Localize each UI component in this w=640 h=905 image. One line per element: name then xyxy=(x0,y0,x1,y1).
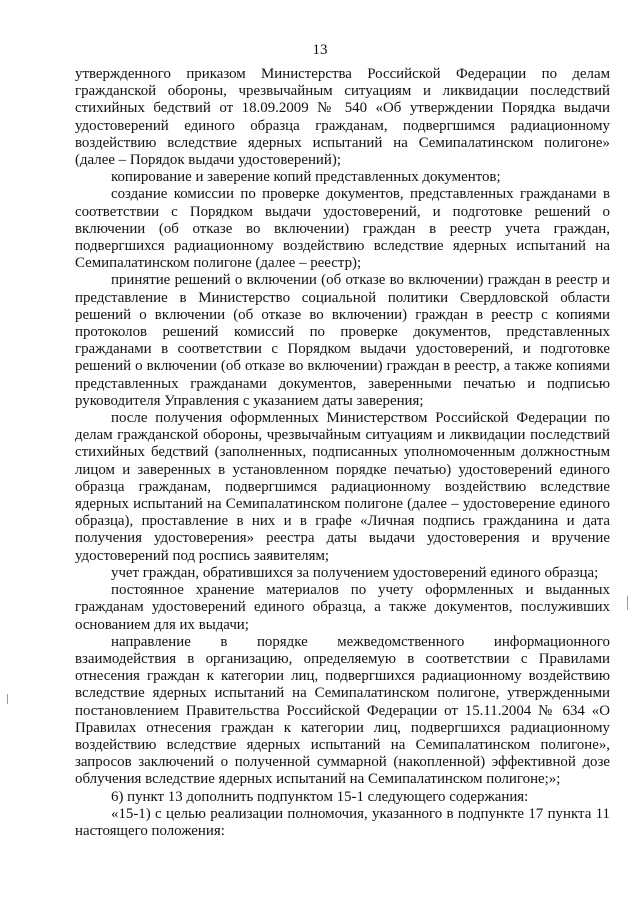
document-body xyxy=(75,66,610,840)
page-number: 13 xyxy=(312,42,328,58)
paragraph: утвержденного приказом Министерства Российской Федерации по делам гражданской обороны, чрезвычайным ситуациям и ликвидации последствий стихийных бедствий от 18.09.2009 № 540 «Об утверждении Порядка выдачи удостоверений единого образца гражданам, подвергшимся радиационному воздействию вследствие ядерных испытаний на Семипалатинском полигоне» (далее – Порядок выдачи удостоверений); xyxy=(75,66,610,169)
paragraph: учет граждан, обратившихся за получением удостоверений единого образца; xyxy=(111,564,599,581)
paragraph: создание комиссии по проверке документов, представленных гражданами в соответствии с Порядком выдачи удостоверений, и подготовке решений о включении (об отказе во включении) граждан в реестр учета граждан, подвергшихся радиационному воздействию вследствие ядерных испытаний на Семипалатинском полигоне (далее – реестр); xyxy=(75,186,610,272)
paragraph: «15-1) с целью реализации полномочия, указанного в подпункте 17 пункта 11 настоящего положения: xyxy=(75,805,610,839)
paragraph: после получения оформленных Министерством Российской Федерации по делам гражданской обороны, чрезвычайным ситуациям и ликвидации последствий стихийных бедствий (заполненных, подписанных уполномоченным должностным лицом и заверенных в установленном порядке печатью) удостоверений единого образца гражданам, подвергшимся радиационному воздействию вследствие ядерных испытаний на Семипалатинском полигоне (далее – удостоверение единого образца), проставление в них и в графе «Личная подпись гражданина и дата получения удостоверения» реестра даты выдачи удостоверения и вручение удостоверений под роспись заявителям; xyxy=(75,410,610,564)
paragraph: принятие решений о включении (об отказе во включении) граждан в реестр и представление в Министерство социальной политики Свердловской области решений о включении (об отказе во включении) граждан в реестр с копиями протоколов решений комиссий по проверке документов, представленных гражданами в соответствии с Порядком выдачи удостоверений, и подготовке решений о включении (об отказе во включении) граждан в реестр, а также копиями представленных гражданами документов, заверенными печатью и подписью руководителя Управления с указанием даты заверения; xyxy=(75,272,610,409)
scan-margin-mark xyxy=(7,694,8,704)
paragraph: копирование и заверение копий представленных документов; xyxy=(111,169,501,186)
paragraph: направление в порядке межведомственного информационного взаимодействия в организацию, определяемую в соответствии с Правилами отнесения граждан к категории лиц, подвергшихся радиационному воздействию вследствие ядерных испытаний на Семипалатинском полигоне, утвержденными постановлением Правительства Российской Федерации от 15.11.2004 № 634 «О Правилах отнесения граждан к категории лиц, подвергшихся радиационному воздействию вследствие ядерных испытаний на Семипалатинском полигоне», запросов заключений о полученной суммарной (накопленной) эффективной дозе облучения вследствие ядерных испытаний на Семипалатинском полигоне;»; xyxy=(75,633,610,788)
paragraph: 6) пункт 13 дополнить подпунктом 15-1 следующего содержания: xyxy=(111,788,529,805)
paragraph: постоянное хранение материалов по учету оформленных и выданных гражданам удостоверений единого образца, а также документов, послуживших основанием для их выдачи; xyxy=(75,582,610,633)
scan-margin-mark xyxy=(627,596,628,610)
